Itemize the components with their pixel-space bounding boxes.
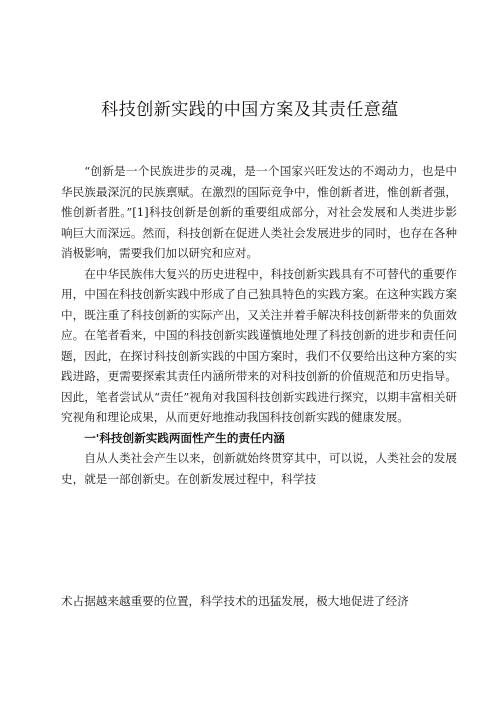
section-heading: 一'科技创新实践两面性产生的责任内涵 bbox=[84, 430, 285, 445]
paragraph-continuation: 术占据越来越重要的位置，科学技术的迅猛发展，极大地促进了经济 bbox=[61, 594, 409, 608]
paragraph-intro: “创新是一个民族进步的灵魂，是一个国家兴旺发达的不竭动力，也是中华民族最深沉的民族禀赋。在激烈的国际竞争中，惟创新者进，惟创新者强，惟创新者胜。”[1]科技创新是创新的重要组成部分，对社会发展和人类进步影响巨大而深远。然而，科技创新在促进人类社会发展进步的同时，也存在各种消极影响，需要我们加以研究和应对。 bbox=[61, 164, 457, 260]
paragraph-section: 自从人类社会产生以来，创新就始终贯穿其中，可以说，人类社会的发展史，就是一部创新史。在创新发展过程中，科学技 bbox=[61, 451, 457, 486]
paragraph-context: 在中华民族伟大复兴的历史进程中，科技创新实践具有不可替代的重要作用，中国在科技创新实践中形成了自己独具特色的实践方案。在这种实践方案中，既注重了科技创新的实际产出，又关注并着手解决科技创新带来的负面效应。在笔者看来，中国的科技创新实践谨慎地处理了科技创新的进步和责任问题，因此，在探讨科技创新实践的中国方案时，我们不仅要给出这种方案的实践进路，更需要探索其责任内涵所带来的对科技创新的价值规范和历史指导。因此，笔者尝试从“责任”视角对我国科技创新实践进行探究，以期丰富相关研究视角和理论成果，从而更好地推动我国科技创新实践的健康发展。 bbox=[61, 266, 457, 424]
body-text-continuation bbox=[61, 591, 457, 612]
document-title: 科技创新实践的中国方案及其责任意蕴 bbox=[101, 100, 399, 120]
body-text-top bbox=[61, 161, 457, 489]
